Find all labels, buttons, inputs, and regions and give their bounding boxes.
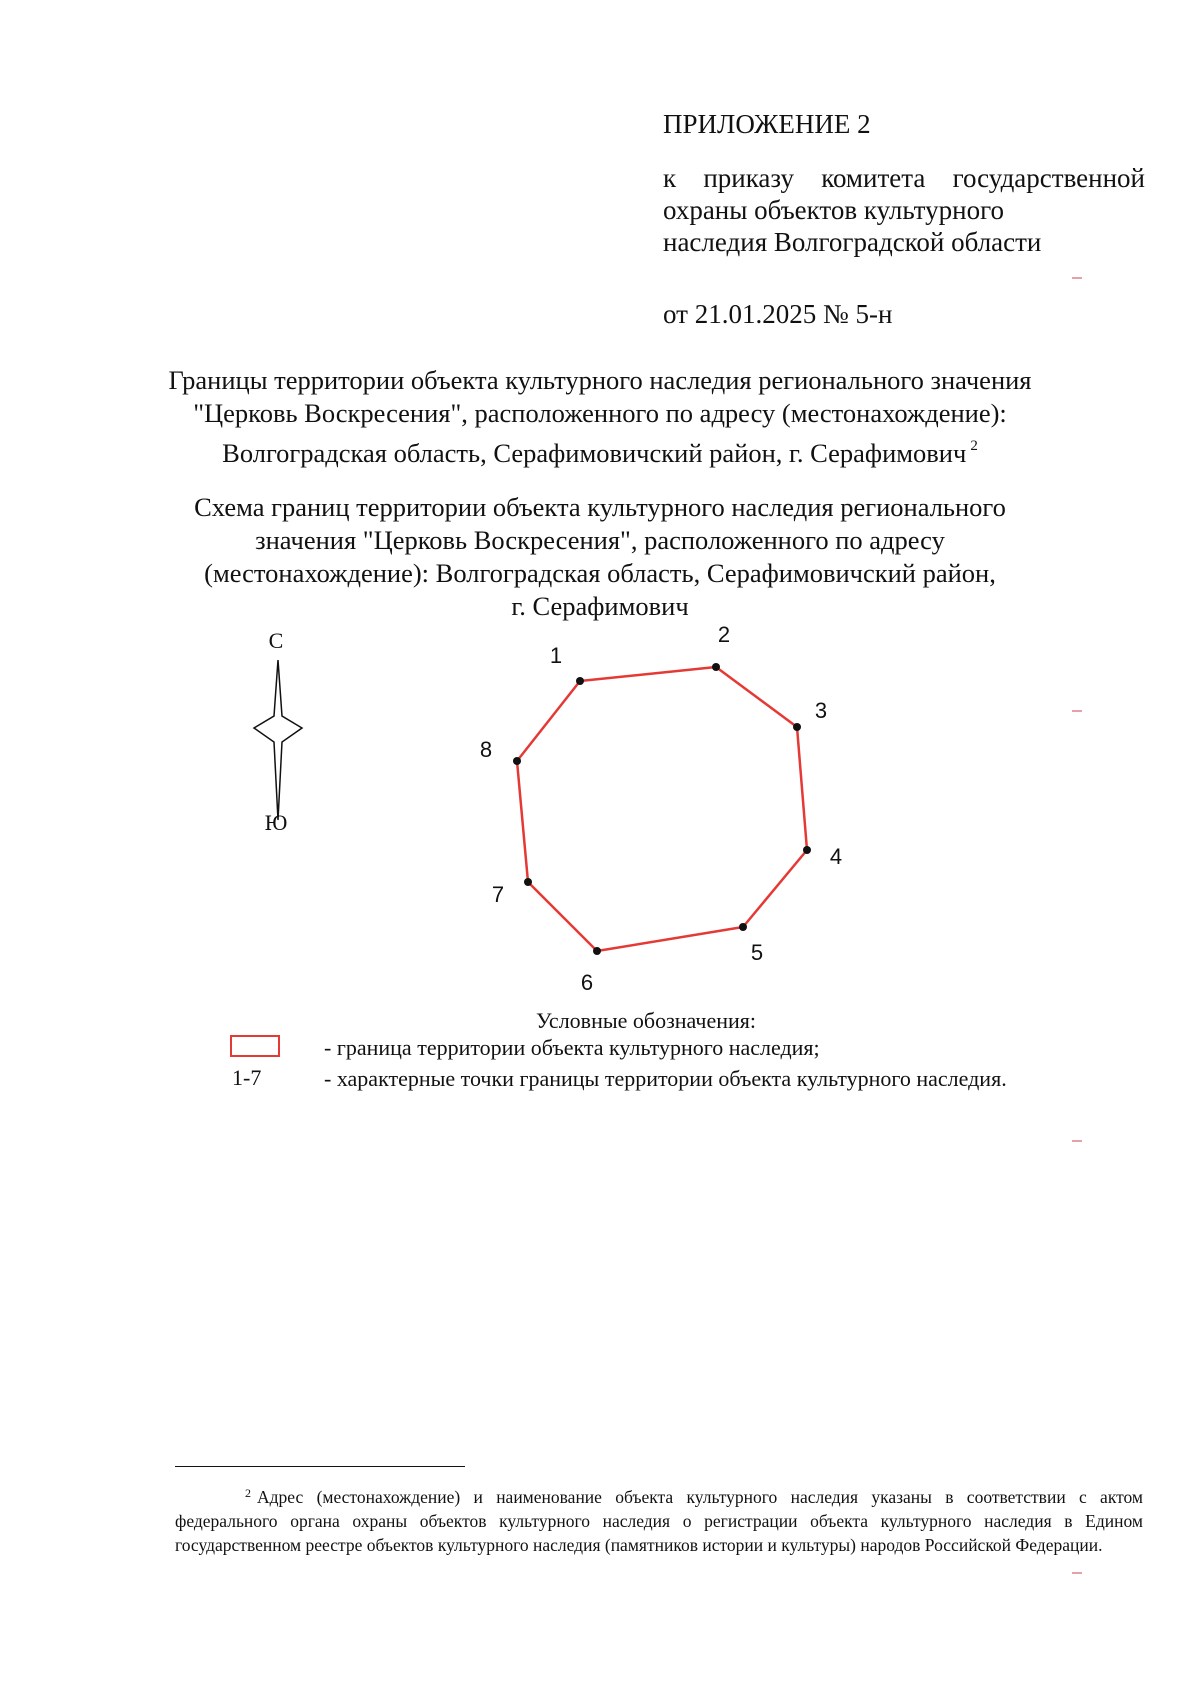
footnote-separator [175,1466,465,1467]
scan-mark [1072,277,1082,279]
title-line-1: Границы территории объекта культурного наследия регионального значения [168,365,1032,395]
order-line-3: наследия Волгоградской области [663,227,1042,257]
legend-points-code: 1-7 [232,1065,262,1090]
order-line-2: охраны объектов культурного [663,195,1004,225]
legend-points-text: - характерные точки границы территории объекта культурного наследия. [324,1066,1007,1091]
scheme-title-line-1: Схема границ территории объекта культурного наследия регионального [194,492,1006,522]
compass-north-label: С [268,628,284,653]
boundary-point-labels [480,622,842,995]
title-line-3 [120,430,1080,470]
compass-icon [254,660,302,820]
scheme-title-line-4: г. Серафимович [511,591,689,621]
legend-boundary-text: - граница территории объекта культурного наследия; [324,1035,820,1060]
scan-mark [1072,710,1082,712]
point-label-8: 8 [479,737,493,762]
order-line-1: к приказу комитета государственной [663,163,1145,193]
boundary-point-5 [739,923,747,931]
point-label-3: 3 [814,698,828,723]
boundary-point-2 [712,663,720,671]
point-label-2: 2 [717,622,731,647]
order-date-number: от 21.01.2025 № 5-н [663,299,893,329]
boundary-point-1 [576,677,584,685]
compass-south-label: Ю [264,810,288,835]
spacer [663,140,1145,162]
boundary-point-3 [793,723,801,731]
footnote-mark: 2 [245,1486,251,1500]
point-label-6: 6 [580,970,594,995]
legend-boundary-swatch [230,1035,280,1057]
legend-title: Условные обозначения: [536,1008,757,1033]
footnote [175,1481,1143,1557]
title-line-2: "Церковь Воскресения", расположенного по адресу (местонахождение): [193,398,1007,428]
compass-rose [254,628,302,835]
point-label-1: 1 [549,643,563,668]
appendix-number: ПРИЛОЖЕНИЕ 2 [663,109,871,139]
document-title [120,364,1080,470]
footnote-text: Адрес (местонахождение) и наименование объекта культурного наследия указаны в соответствии с актом федерального органа охраны объектов культурного наследия о регистрации объекта культурного наследия в Едином государственном реестре объектов культурного наследия (памятников истории и культуры) народов Российской Федерации. [175,1487,1143,1555]
scan-mark [1072,1572,1082,1574]
scheme-title-line-2: значения "Церковь Воскресения", расположенного по адресу [255,525,945,555]
boundary-point-7 [524,878,532,886]
scheme-title-line-3: (местонахождение): Волгоградская область, Серафимовичский район, [204,558,996,588]
boundary-point-4 [803,846,811,854]
boundary-point-6 [593,947,601,955]
scan-mark [1072,1140,1082,1142]
territory-boundary [517,667,807,951]
point-label-7: 7 [491,882,505,907]
boundary-scheme [0,600,1200,1020]
appendix-header [663,108,1145,258]
point-label-4: 4 [829,844,843,869]
footnote-reference: 2 [970,438,978,454]
point-label-5: 5 [750,940,764,965]
boundary-point-8 [513,757,521,765]
title-line-3-text: Волгоградская область, Серафимовичский район, г. Серафимович [222,438,967,468]
